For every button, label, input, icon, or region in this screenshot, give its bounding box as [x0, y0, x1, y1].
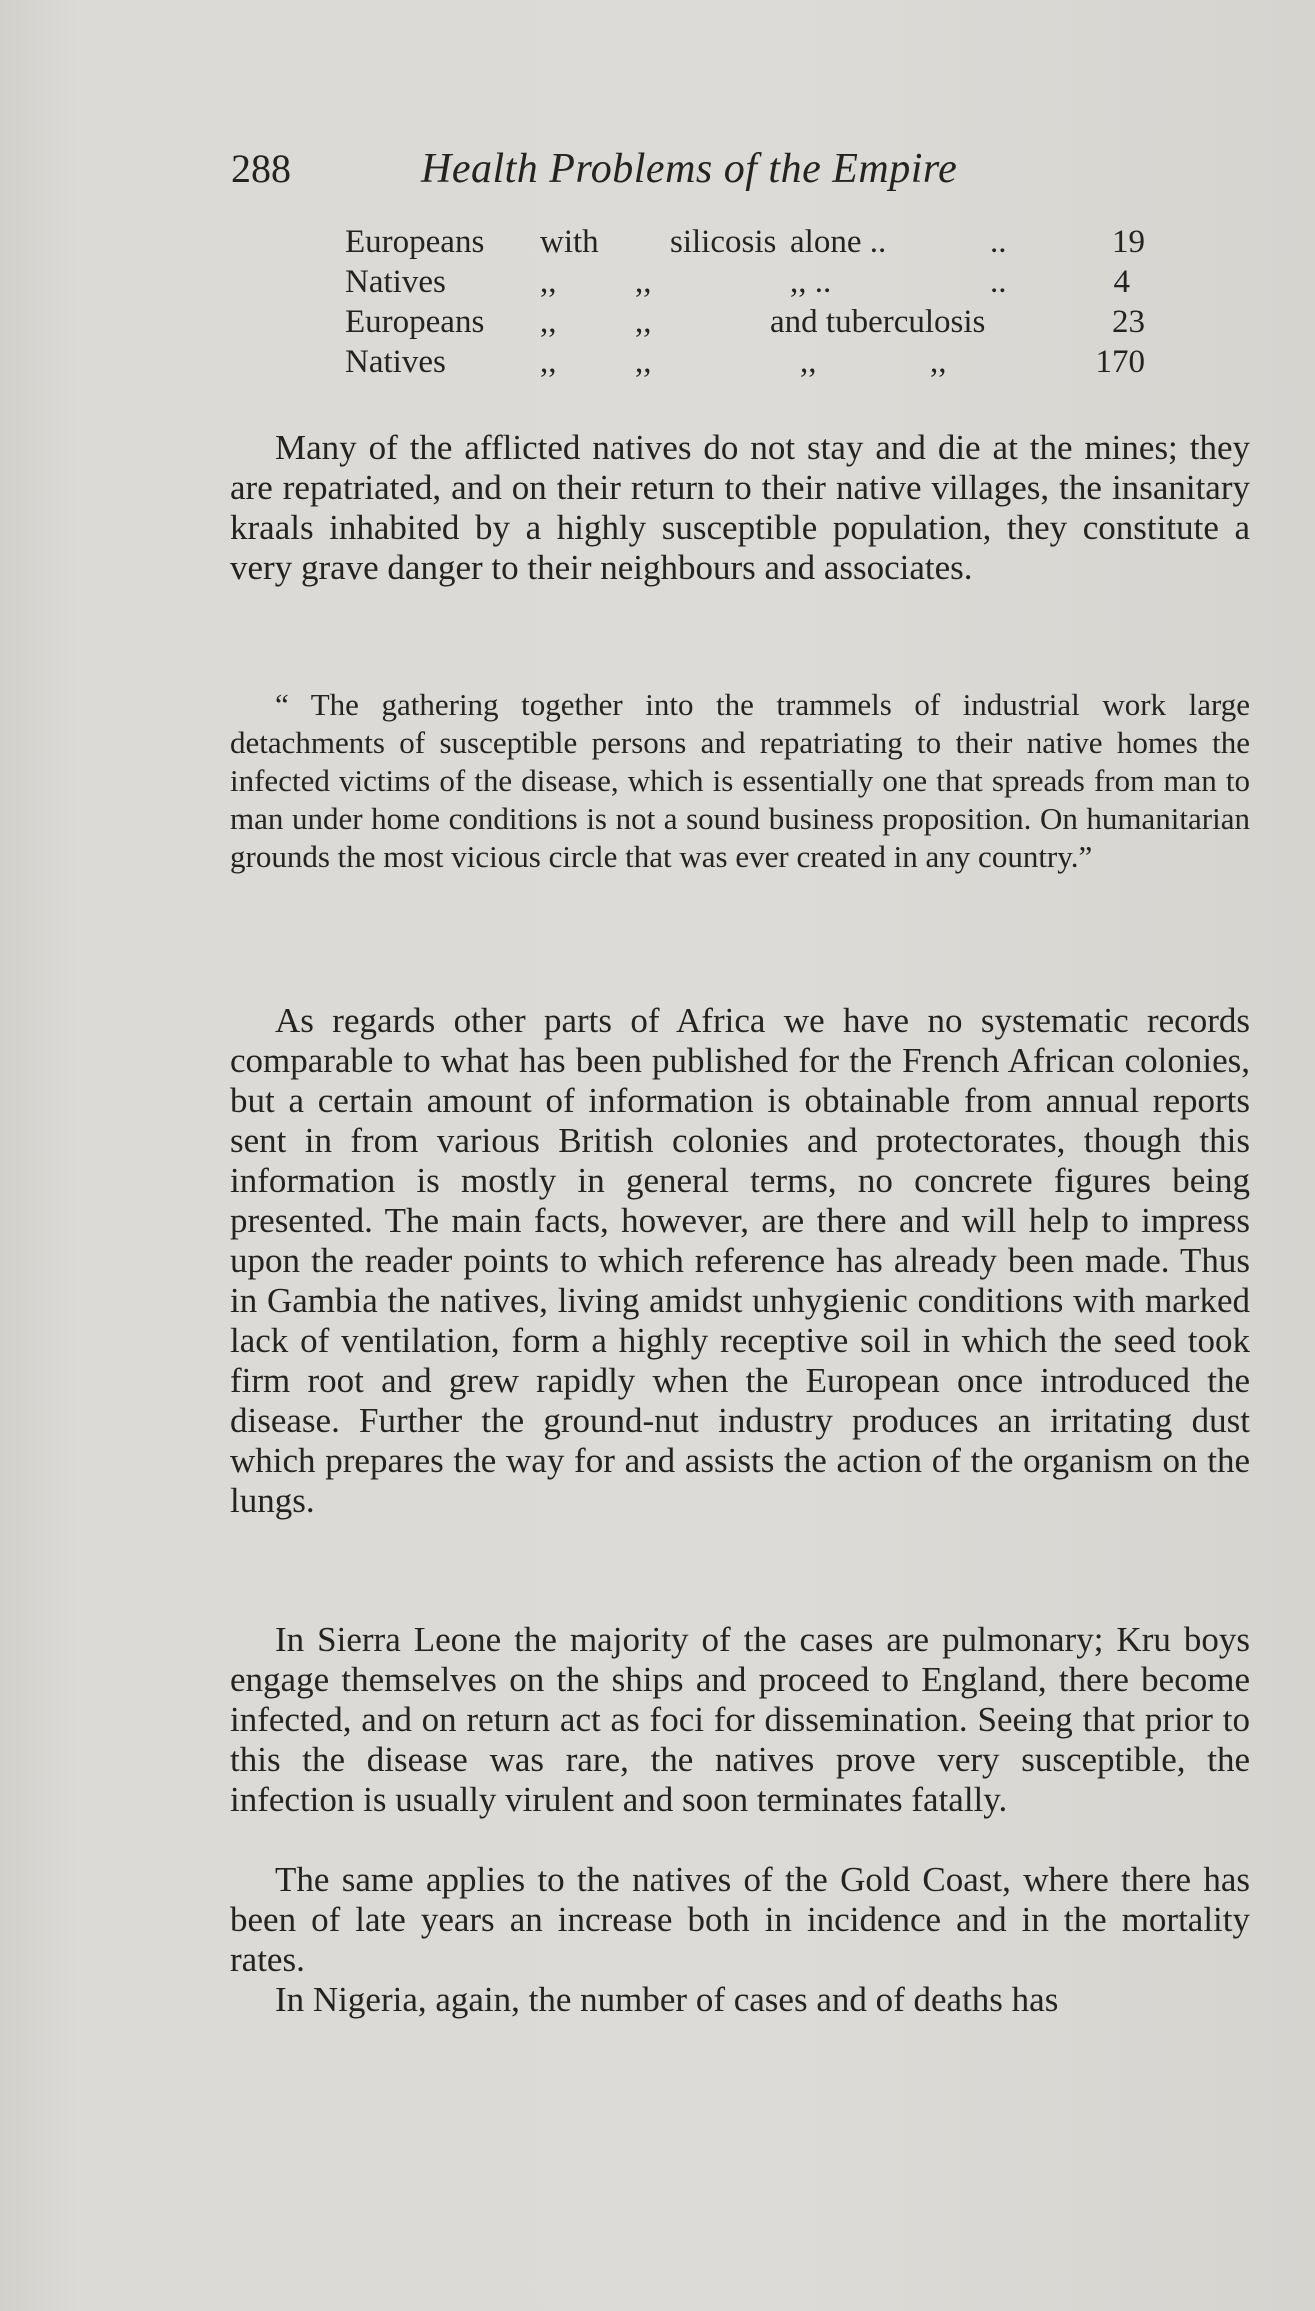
row-ditto: ,,	[540, 304, 557, 340]
row-ditto: ,,	[540, 344, 557, 380]
row-value: 170	[1095, 344, 1145, 380]
silicosis-statistics-table	[345, 222, 1145, 382]
paragraph-gold-coast: The same applies to the natives of the Gold Coast, where there has been of late years an increase both in incidence and in the mortality rates.	[230, 1860, 1250, 1979]
row-ditto: ,,	[930, 344, 947, 380]
quotation-industrial-work: “ The gathering together into the trammels of industrial work large detachments of susceptible persons and repatriating to their native homes the infected victims of the disease, which is essentially one that spreads from man to man under home conditions is not a sound business proposition. On humanitarian grounds the most vicious circle that was ever created in any country.”	[230, 687, 1250, 874]
paragraph-other-parts-of-africa: As regards other parts of Africa we have no systematic records comparable to what has been published for the French African colonies, but a certain amount of information is obtainable from annual reports sent in from various British colonies and protectorates, though this information is mostly in general terms, no concrete figures being presented. The main facts, however, are there and will help to impress upon the reader points to which reference has already been made. Thus in Gambia the natives, living amidst unhygienic conditions with marked lack of ventilation, form a highly receptive soil in which the seed took firm root and grew rapidly when the European once introduced the disease. Further the ground-nut industry produces an irritating dust which prepares the way for and assists the action of the organism on the lungs.	[230, 1001, 1250, 1520]
row-value: 4	[1113, 264, 1130, 300]
row-condition: alone ..	[790, 224, 887, 260]
table-row	[345, 222, 1145, 262]
paragraph-nigeria: In Nigeria, again, the number of cases and of deaths has	[275, 1980, 1059, 2019]
row-ditto: ,,	[635, 304, 652, 340]
page-header	[231, 145, 1061, 205]
row-value: 19	[1112, 224, 1145, 260]
row-group: Natives	[345, 344, 446, 380]
row-ditto: ,,	[540, 264, 557, 300]
row-ditto: with	[540, 224, 599, 260]
row-group: Natives	[345, 264, 446, 300]
paragraph-mines-repatriation: Many of the afflicted natives do not stay and die at the mines; they are repatriated, and on their return to their native villages, the insanitary kraals inhabited by a highly susceptible population, they constitute a very grave danger to their neighbours and associates.	[230, 428, 1250, 587]
row-ditto: silicosis	[670, 224, 777, 260]
row-value: 23	[1112, 304, 1145, 340]
row-leader-dots: ..	[990, 224, 1007, 260]
row-ditto: ,,	[635, 264, 652, 300]
row-condition: ,, ..	[790, 264, 832, 300]
table-row	[345, 342, 1145, 382]
row-condition: ,,	[800, 344, 817, 380]
table-row	[345, 302, 1145, 342]
row-leader-dots: ..	[990, 264, 1007, 300]
paragraph-sierra-leone: In Sierra Leone the majority of the cases are pulmonary; Kru boys engage themselves on the ships and proceed to England, there become infected, and on return act as foci for dissemination. Seeing that prior to this the disease was rare, the natives prove very susceptible, the infection is usually virulent and soon terminates fatally.	[230, 1620, 1250, 1819]
table-row	[345, 262, 1145, 302]
row-group: Europeans	[345, 304, 485, 340]
row-condition: and tuberculosis	[770, 304, 986, 340]
page-number: 288	[231, 146, 291, 191]
row-group: Europeans	[345, 224, 485, 260]
running-title: Health Problems of the Empire	[421, 146, 958, 192]
row-ditto: ,,	[635, 344, 652, 380]
